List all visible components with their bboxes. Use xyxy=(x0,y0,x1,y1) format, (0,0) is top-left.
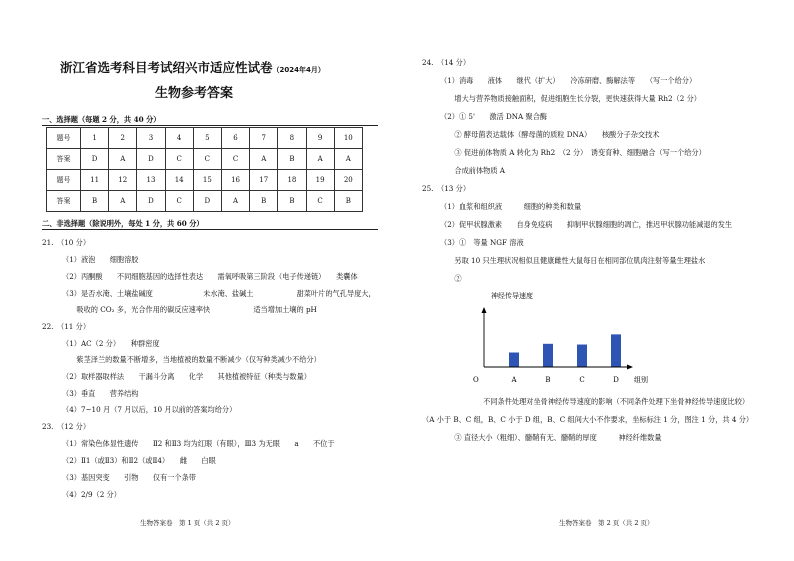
table-cell: 20 xyxy=(334,170,362,191)
q22-line: （2）取样器取样法 干漏斗分离 化学 其他植被特征（种类与数量） xyxy=(62,372,311,381)
q21-heading: 21. （10 分） xyxy=(42,238,91,247)
table-cell: A xyxy=(109,149,137,170)
table-row xyxy=(47,191,363,212)
section-1-heading: 一、选择题（每题 2 分，共 40 分） xyxy=(42,115,161,124)
bar-A xyxy=(509,353,519,368)
q23-line: （1）常染色体显性遗传 Ⅱ2 和Ⅱ3 均为红眼（有眼），Ⅲ3 为无眼 a 不位于 xyxy=(62,439,335,448)
x-axis-label: 组别 xyxy=(634,376,648,384)
table-cell: B xyxy=(250,191,278,212)
page-2 xyxy=(397,0,794,561)
table-cell: C xyxy=(193,149,221,170)
title-text: 浙江省选考科目考试绍兴市适应性试卷 xyxy=(60,60,273,75)
table-cell: 题号 xyxy=(47,128,81,149)
table-row xyxy=(47,128,363,149)
table-cell: 答案 xyxy=(47,191,81,212)
q25-line: 另取 10 只生理状况相似且健康雌性大鼠每日在相同部位肌肉注射等量生理盐水 xyxy=(440,256,706,265)
table-cell: B xyxy=(334,191,362,212)
table-cell: C xyxy=(306,191,334,212)
q24-line: 合成前体物质 A xyxy=(440,166,505,175)
q21-line: 吸收的 CO₂ 多，光合作用的碳反应速率快 适当增加土壤的 pH xyxy=(62,305,317,314)
x-axis-arrow-icon xyxy=(627,365,633,370)
q24-heading: 24. （14 分） xyxy=(422,58,471,67)
q23-line: （4）2/9（2 分） xyxy=(62,490,121,499)
table-cell: 9 xyxy=(306,128,334,149)
exam-title xyxy=(60,58,325,76)
q25-line: （1）血浆和组织液 细胞的种类和数量 xyxy=(440,202,582,211)
bar-B xyxy=(543,344,553,367)
table-cell: 17 xyxy=(250,170,278,191)
mc-answer-table xyxy=(46,127,363,212)
table-cell: 答案 xyxy=(47,149,81,170)
chart-bars xyxy=(509,334,621,367)
table-cell: A xyxy=(221,191,249,212)
q24-line: ③ 促进前体物质 A 转化为 Rh2 （2 分） 诱变育种、细胞融合（写一个给分） xyxy=(440,148,706,157)
q23-heading: 23. （12 分） xyxy=(42,422,91,431)
q25-heading: 25. （13 分） xyxy=(422,184,471,193)
table-cell: B xyxy=(81,191,109,212)
q22-line: 紫茎泽兰的数量不断增多，当地植被的数量不断减少（仅写种类减少不给分） xyxy=(62,355,321,364)
q22-heading: 22. （11 分） xyxy=(42,322,91,331)
q25-line: （3）① 等量 NGF 溶液 xyxy=(440,238,524,247)
table-cell: 16 xyxy=(221,170,249,191)
table-cell: B xyxy=(278,149,306,170)
section-2-divider xyxy=(42,229,378,230)
page-footer: 生物答案卷 第 1 页（共 2 页） xyxy=(140,519,235,527)
table-cell: 7 xyxy=(250,128,278,149)
table-cell: 5 xyxy=(193,128,221,149)
table-cell: C xyxy=(221,149,249,170)
table-cell: 13 xyxy=(137,170,165,191)
table-cell: D xyxy=(193,191,221,212)
q23-line: （2）Ⅱ1（或Ⅱ3）和Ⅱ2（或Ⅱ4） 雌 白眼 xyxy=(62,456,216,465)
title-date: （2024年4月） xyxy=(272,66,325,74)
q24-line: （2）① 5' 激活 DNA 聚合酶 xyxy=(440,112,548,121)
table-cell: D xyxy=(137,149,165,170)
bar-C xyxy=(577,345,587,367)
table-cell: D xyxy=(81,149,109,170)
q25-line: ② xyxy=(440,274,462,283)
origin-label: O xyxy=(473,376,479,384)
table-cell: 14 xyxy=(165,170,193,191)
q23-line: （3）基因突变 引物 仅有一个条带 xyxy=(62,473,196,482)
table-cell: 1 xyxy=(81,128,109,149)
table-cell: 12 xyxy=(109,170,137,191)
table-cell: B xyxy=(278,191,306,212)
x-tick-label: C xyxy=(579,376,585,384)
table-cell: 18 xyxy=(278,170,306,191)
table-cell: 11 xyxy=(81,170,109,191)
table-cell: A xyxy=(334,149,362,170)
q25-line: （2）促甲状腺激素 自身免疫病 抑制甲状腺细胞的凋亡，推迟甲状腺功能减退的发生 xyxy=(440,220,733,229)
q24-line: 增大与营养物质接触面积，促进细胞生长分裂，更快速获得大量 Rh2（2 分） xyxy=(440,94,701,103)
table-cell: D xyxy=(137,191,165,212)
table-cell: 8 xyxy=(278,128,306,149)
section-2-heading: 二、非选择题（除说明外，每处 1 分，共 60 分） xyxy=(42,219,204,228)
y-axis-label: 神经传导速度 xyxy=(491,292,533,300)
q22-line: （4）7~10 月（7 月以后，10 月以前的答案均给分） xyxy=(62,405,237,414)
chart-x-labels xyxy=(510,376,619,384)
table-cell: A xyxy=(109,191,137,212)
q21-line: （2）丙酮酸 不同细胞基因的选择性表达 需氧呼吸第三阶段（电子传递链） 类囊体 xyxy=(62,272,358,281)
table-cell: 2 xyxy=(109,128,137,149)
table-cell: C xyxy=(165,149,193,170)
q25-line: （A 小于 B、C 组，B、C 小于 D 组，B、C 组间大小不作要求，坐标标注 1 分，图注 1 分，共 4 分） xyxy=(422,415,754,424)
q22-line: （3）垂直 营养结构 xyxy=(62,389,139,398)
table-cell: 15 xyxy=(193,170,221,191)
nerve-speed-bar-chart xyxy=(467,283,707,393)
y-axis-arrow-icon xyxy=(482,307,487,313)
q21-line: （1）液泡 细胞溶胶 xyxy=(62,255,139,264)
q25-line: 不同条件处理对坐骨神经传导速度的影响（不同条件处理下坐骨神经传导速度比较） xyxy=(440,397,750,406)
x-tick-label: D xyxy=(613,376,619,384)
table-cell: C xyxy=(165,191,193,212)
page-footer: 生物答案卷 第 2 页（共 2 页） xyxy=(559,519,654,527)
bar-D xyxy=(611,334,621,367)
q21-line: （3）是否水淹、土壤盐碱度 未水淹、盐碱土 甜菜叶片的气孔导度大， xyxy=(62,289,376,298)
table-cell: 19 xyxy=(306,170,334,191)
q22-line: （1）AC（2 分） 种群密度 xyxy=(62,339,160,348)
page-subtitle: 生物参考答案 xyxy=(155,86,234,101)
table-cell: 3 xyxy=(137,128,165,149)
table-row xyxy=(47,170,363,191)
section-1-divider xyxy=(42,125,378,126)
table-cell: A xyxy=(306,149,334,170)
table-cell: A xyxy=(250,149,278,170)
q24-line: ② 酵母菌表达载体（酵母菌的质粒 DNA） 核酸分子杂交技术 xyxy=(440,130,660,139)
table-cell: 10 xyxy=(334,128,362,149)
table-cell: 4 xyxy=(165,128,193,149)
x-tick-label: A xyxy=(511,376,517,384)
x-tick-label: B xyxy=(545,376,551,384)
table-cell: 6 xyxy=(221,128,249,149)
q24-line: （1）消毒 液体 继代（扩大） 冷冻研磨、酶解法等 （写一个给分） xyxy=(440,76,697,85)
table-row xyxy=(47,149,363,170)
table-cell: 题号 xyxy=(47,170,81,191)
q25-line: ③ 直径大小（粗细）、髓鞘有无、髓鞘的厚度 神经纤维数量 xyxy=(440,433,662,442)
